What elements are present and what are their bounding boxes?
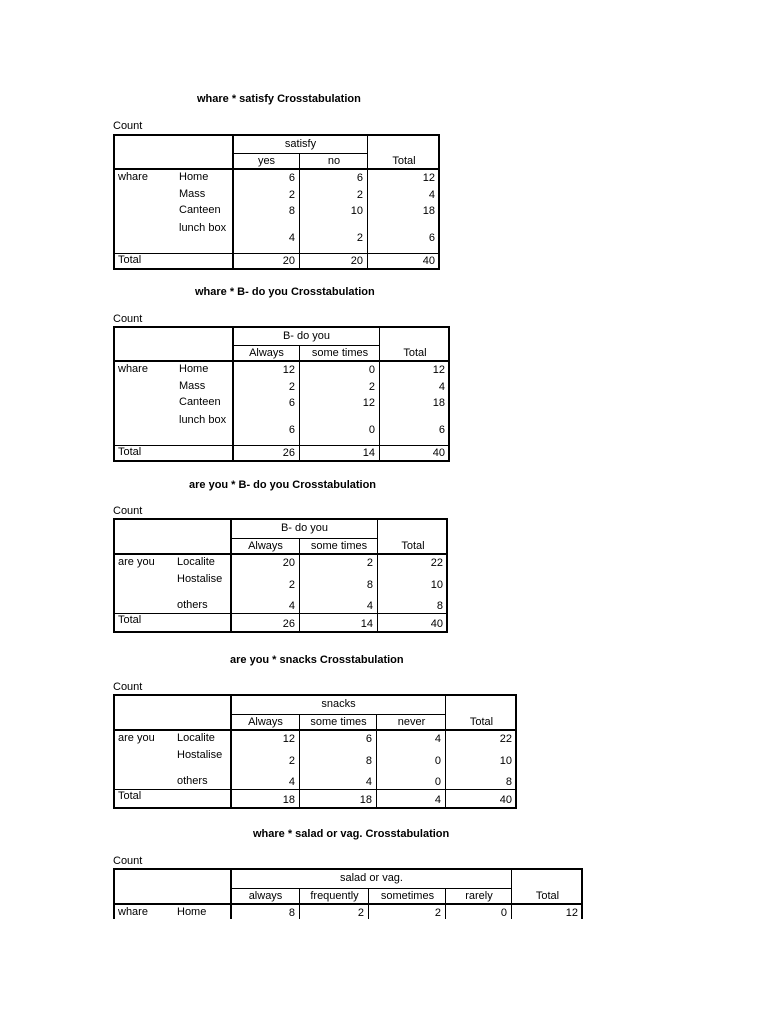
crosstab-table: [113, 518, 448, 633]
table-cell: 4: [365, 776, 372, 788]
column-variable-header: B- do you: [280, 522, 329, 534]
table-cell: 4: [438, 381, 445, 393]
column-variable-header: salad or vag.: [340, 872, 403, 884]
table-cell: 4: [366, 600, 373, 612]
row-label: Home: [179, 171, 209, 183]
total-column-header: Total: [535, 890, 560, 902]
total-cell: 4: [434, 794, 441, 806]
table-cell: 8: [366, 579, 373, 591]
header-divider: [233, 153, 368, 154]
column-variable-header: B- do you: [282, 330, 331, 342]
table-cell: 6: [356, 172, 363, 184]
table-cell: 18: [422, 205, 435, 217]
table-cell: 8: [505, 776, 512, 788]
table-cell: 8: [365, 755, 372, 767]
crosstab-table: [113, 868, 583, 919]
table-cell: 18: [432, 397, 445, 409]
table-cell: 22: [499, 733, 512, 745]
table-cell: 6: [288, 397, 295, 409]
column-variable-header: satisfy: [284, 138, 317, 150]
table-cell: 8: [436, 600, 443, 612]
column-header: frequently: [310, 890, 359, 902]
table-cell: 2: [288, 189, 295, 201]
column-header: rarely: [465, 890, 493, 902]
table-cell: 0: [368, 364, 375, 376]
table-cell: 8: [288, 205, 295, 217]
total-row-label: Total: [118, 446, 142, 458]
table-cell: 12: [362, 397, 375, 409]
header-divider: [231, 888, 512, 889]
row-label: Hostalise: [177, 749, 223, 761]
table-cell: 10: [499, 755, 512, 767]
total-cell: 18: [282, 794, 295, 806]
table-cell: 12: [282, 733, 295, 745]
row-label: Mass: [179, 380, 206, 392]
crosstab-table: [113, 134, 440, 270]
row-variable-label: whare: [118, 906, 148, 918]
table-cell: 2: [434, 907, 441, 919]
row-label: Mass: [179, 188, 206, 200]
count-label: Count: [113, 313, 143, 325]
header-divider: [231, 538, 378, 539]
total-cell: 40: [422, 255, 435, 267]
row-label: Localite: [177, 556, 215, 568]
table-cell: 0: [434, 755, 441, 767]
row-variable-label: are you: [118, 732, 155, 744]
count-label: Count: [113, 120, 143, 132]
total-cell: 40: [499, 794, 512, 806]
table-title: are you * B- do you Crosstabulation: [189, 479, 377, 491]
column-header: some times: [310, 716, 367, 728]
row-label: lunch box: [179, 222, 227, 234]
row-label: Home: [177, 906, 207, 918]
table-cell: 20: [282, 557, 295, 569]
table-cell: 2: [356, 232, 363, 244]
column-header: some times: [310, 540, 368, 552]
count-label: Count: [113, 505, 143, 517]
total-cell: 26: [282, 447, 295, 459]
total-cell: 40: [432, 447, 445, 459]
column-header: Always: [249, 347, 284, 359]
row-label: Home: [179, 363, 209, 375]
table-cell: 10: [350, 205, 363, 217]
table-cell: 2: [356, 189, 363, 201]
row-label: Canteen: [179, 204, 221, 216]
column-header: always: [248, 890, 283, 902]
header-divider: [233, 345, 380, 346]
column-variable-header: snacks: [321, 698, 356, 710]
row-variable-label: are you: [118, 556, 155, 568]
total-cell: 20: [282, 255, 295, 267]
row-label: lunch box: [179, 414, 227, 426]
table-cell: 2: [366, 557, 373, 569]
table-cell: 0: [500, 907, 507, 919]
table-cell: 12: [565, 907, 578, 919]
total-cell: 40: [430, 618, 443, 630]
table-cell: 4: [434, 733, 441, 745]
row-label: others: [177, 599, 208, 611]
column-header: no: [327, 155, 341, 167]
total-column-header: Total: [401, 540, 425, 552]
table-cell: 22: [430, 557, 443, 569]
table-cell: 0: [368, 424, 375, 436]
table-cell: 6: [365, 733, 372, 745]
crosstab-table: [113, 694, 517, 809]
total-column-header: Total: [403, 347, 427, 359]
row-label: others: [177, 775, 208, 787]
crosstab-table: [113, 326, 450, 462]
column-header: yes: [257, 155, 276, 167]
table-cell: 6: [438, 424, 445, 436]
header-divider: [231, 714, 446, 715]
total-cell: 26: [282, 618, 295, 630]
column-header: Always: [248, 716, 283, 728]
table-cell: 12: [422, 172, 435, 184]
table-cell: 2: [288, 579, 295, 591]
total-cell: 20: [350, 255, 363, 267]
table-cell: 12: [282, 364, 295, 376]
total-cell: 18: [359, 794, 372, 806]
total-row-label: Total: [118, 790, 142, 802]
table-cell: 2: [288, 755, 295, 767]
table-cell: 6: [288, 172, 295, 184]
table-cell: 8: [288, 907, 295, 919]
column-header: sometimes: [380, 890, 435, 902]
table-title: whare * B- do you Crosstabulation: [195, 286, 375, 298]
table-title: are you * snacks Crosstabulation: [230, 654, 404, 666]
count-label: Count: [113, 681, 143, 693]
row-label: Hostalise: [177, 573, 223, 585]
table-cell: 2: [357, 907, 364, 919]
total-column-header: Total: [392, 155, 416, 167]
table-cell: 4: [288, 776, 295, 788]
total-cell: 14: [360, 618, 373, 630]
table-cell: 2: [288, 381, 295, 393]
table-cell: 2: [368, 381, 375, 393]
table-cell: 10: [430, 579, 443, 591]
row-label: Localite: [177, 732, 215, 744]
row-variable-label: whare: [118, 363, 148, 375]
total-row-label: Total: [118, 614, 142, 626]
table-cell: 4: [288, 600, 295, 612]
column-header: never: [397, 716, 426, 728]
table-title: whare * satisfy Crosstabulation: [197, 93, 361, 105]
total-cell: 14: [362, 447, 375, 459]
total-column-header: Total: [469, 716, 494, 728]
row-variable-label: whare: [118, 171, 148, 183]
table-cell: 12: [432, 364, 445, 376]
total-row-label: Total: [118, 254, 142, 266]
table-cell: 6: [288, 424, 295, 436]
table-cell: 0: [434, 776, 441, 788]
count-label: Count: [113, 855, 143, 867]
row-label: Canteen: [179, 396, 221, 408]
table-cell: 4: [288, 232, 295, 244]
table-cell: 4: [428, 189, 435, 201]
column-header: Always: [248, 540, 283, 552]
column-header: some times: [311, 347, 369, 359]
table-title: whare * salad or vag. Crosstabulation: [253, 828, 450, 840]
table-cell: 6: [428, 232, 435, 244]
